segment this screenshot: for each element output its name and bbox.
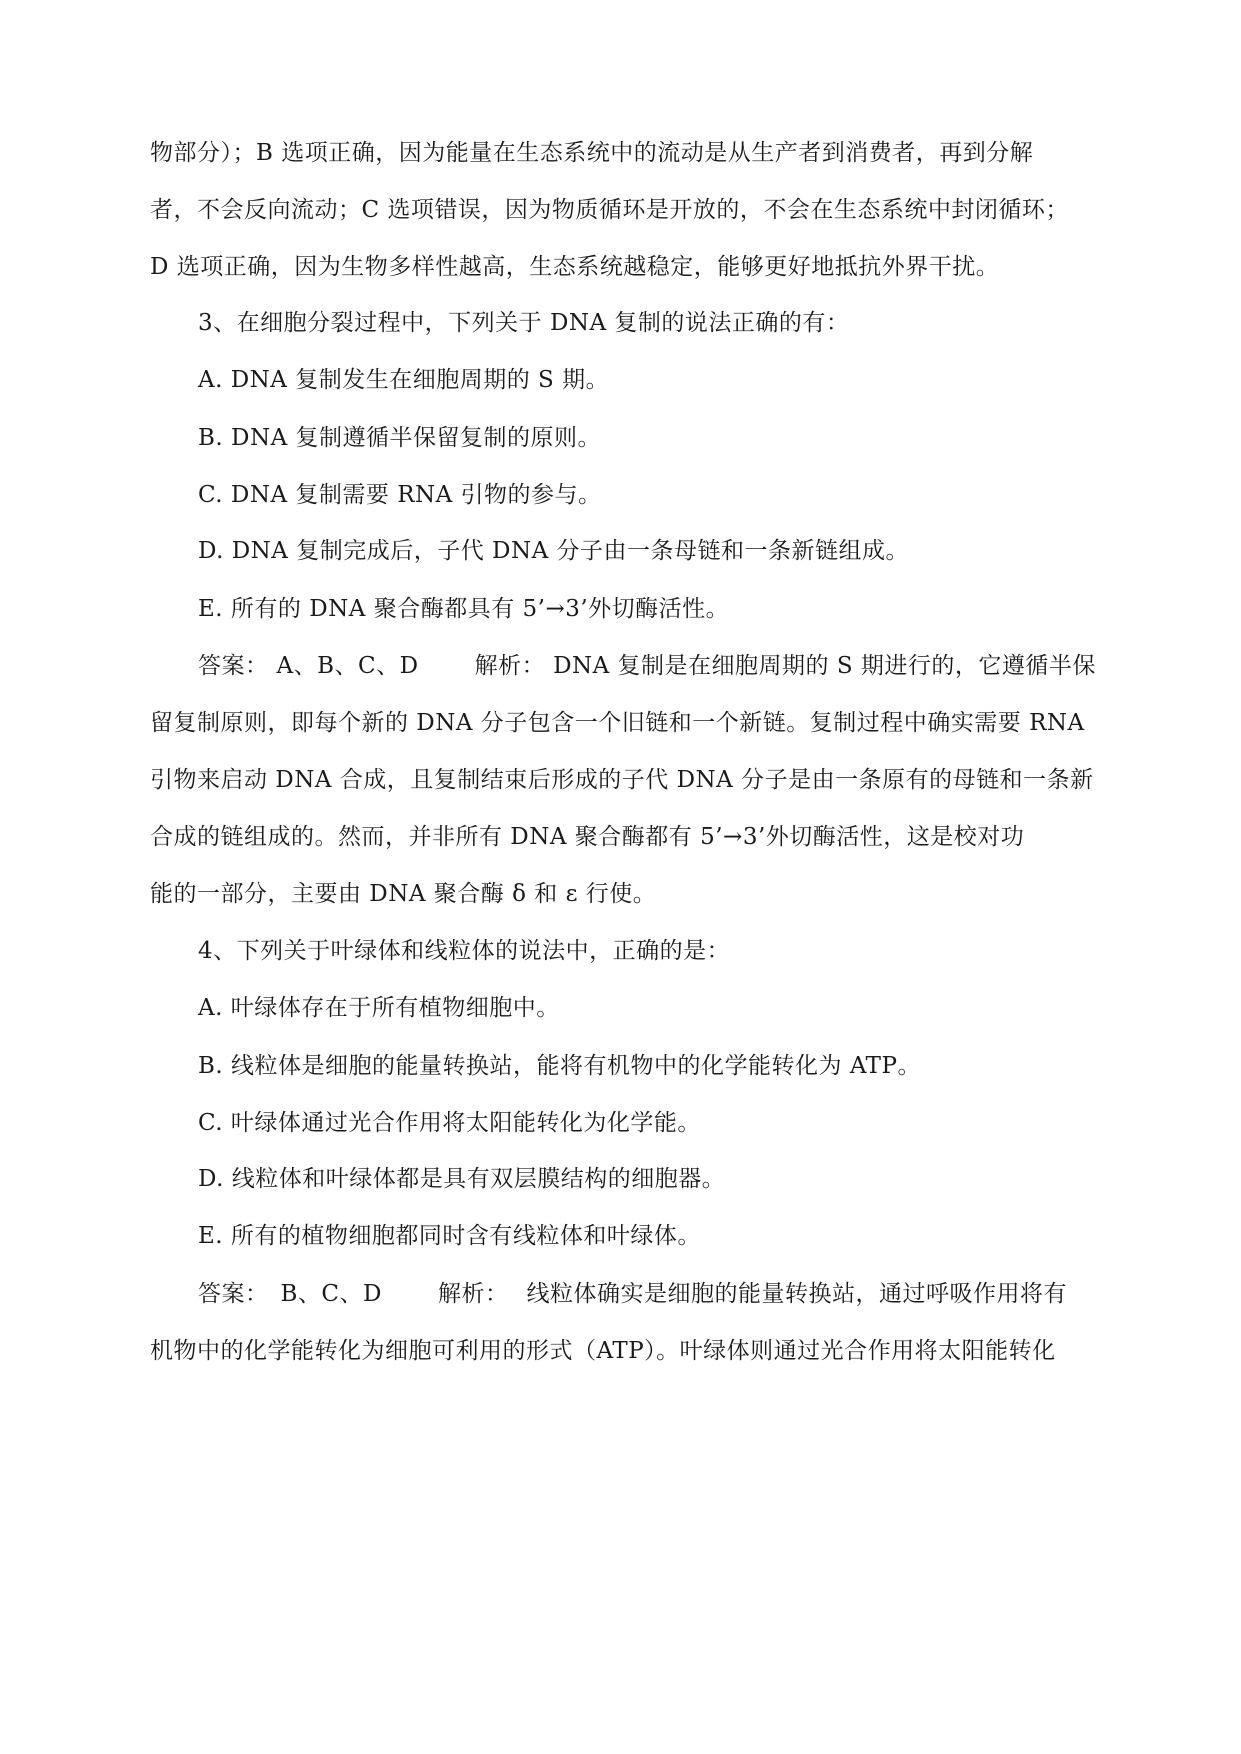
analysis-line: 能的一部分，主要由 DNA 聚合酶 δ 和 ε 行使。 (150, 881, 657, 907)
answer-value: A、B、C、D (276, 653, 419, 679)
analysis-label: 解析： (474, 653, 546, 679)
question-4-option-e: E. 所有的植物细胞都同时含有线粒体和叶绿体。 (198, 1223, 701, 1249)
analysis-text: 线粒体确实是细胞的能量转换站，通过呼吸作用将有 (526, 1281, 1067, 1307)
analysis-line: 机物中的化学能转化为细胞可利用的形式（ATP）。叶绿体则通过光合作用将太阳能转化 (150, 1338, 1056, 1364)
analysis-label: 解析： (437, 1281, 509, 1307)
question-4-title: 4、下列关于叶绿体和线粒体的说法中，正确的是： (198, 938, 731, 964)
answer-label: 答案： (198, 653, 269, 679)
analysis-line: 留复制原则，即每个新的 DNA 分子包含一个旧链和一个新链。复制过程中确实需要 RNA (150, 710, 1085, 736)
question-4-answer (198, 1278, 1067, 1310)
answer-label: 答案： (198, 1281, 269, 1307)
question-3-option-d: D. DNA 复制完成后，子代 DNA 分子由一条母链和一条新链组成。 (198, 538, 910, 564)
analysis-line: 引物来启动 DNA 合成，且复制结束后形成的子代 DNA 分子是由一条原有的母链和一条新 (150, 767, 1094, 793)
question-3-answer (198, 650, 1096, 682)
paragraph-line: D 选项正确，因为生物多样性越高，生态系统越稳定，能够更好地抵抗外界干扰。 (150, 254, 1000, 280)
question-3-title: 3、在细胞分裂过程中，下列关于 DNA 复制的说法正确的有： (198, 310, 850, 336)
question-3-option-c: C. DNA 复制需要 RNA 引物的参与。 (198, 482, 602, 508)
question-3-option-b: B. DNA 复制遵循半保留复制的原则。 (198, 425, 602, 451)
analysis-line: 合成的链组成的。然而，并非所有 DNA 聚合酶都有 5’→3’外切酶活性，这是校对功 (150, 824, 1025, 850)
paragraph-line: 物部分）；B 选项正确，因为能量在生态系统中的流动是从生产者到消费者，再到分解 (150, 140, 1034, 166)
question-4-option-b: B. 线粒体是细胞的能量转换站，能将有机物中的化学能转化为 ATP。 (198, 1053, 922, 1079)
question-4-option-d: D. 线粒体和叶绿体都是具有双层膜结构的细胞器。 (198, 1166, 726, 1192)
question-3-option-e: E. 所有的 DNA 聚合酶都具有 5’→3’外切酶活性。 (198, 596, 730, 622)
paragraph-line: 者，不会反向流动；C 选项错误，因为物质循环是开放的，不会在生态系统中封闭循环； (150, 197, 1069, 223)
answer-value: B、C、D (280, 1281, 382, 1307)
question-4-option-c: C. 叶绿体通过光合作用将太阳能转化为化学能。 (198, 1110, 701, 1136)
question-3-option-a: A. DNA 复制发生在细胞周期的 S 期。 (198, 367, 610, 393)
question-4-option-a: A. 叶绿体存在于所有植物细胞中。 (198, 995, 560, 1021)
analysis-text: DNA 复制是在细胞周期的 S 期进行的，它遵循半保 (553, 653, 1096, 679)
